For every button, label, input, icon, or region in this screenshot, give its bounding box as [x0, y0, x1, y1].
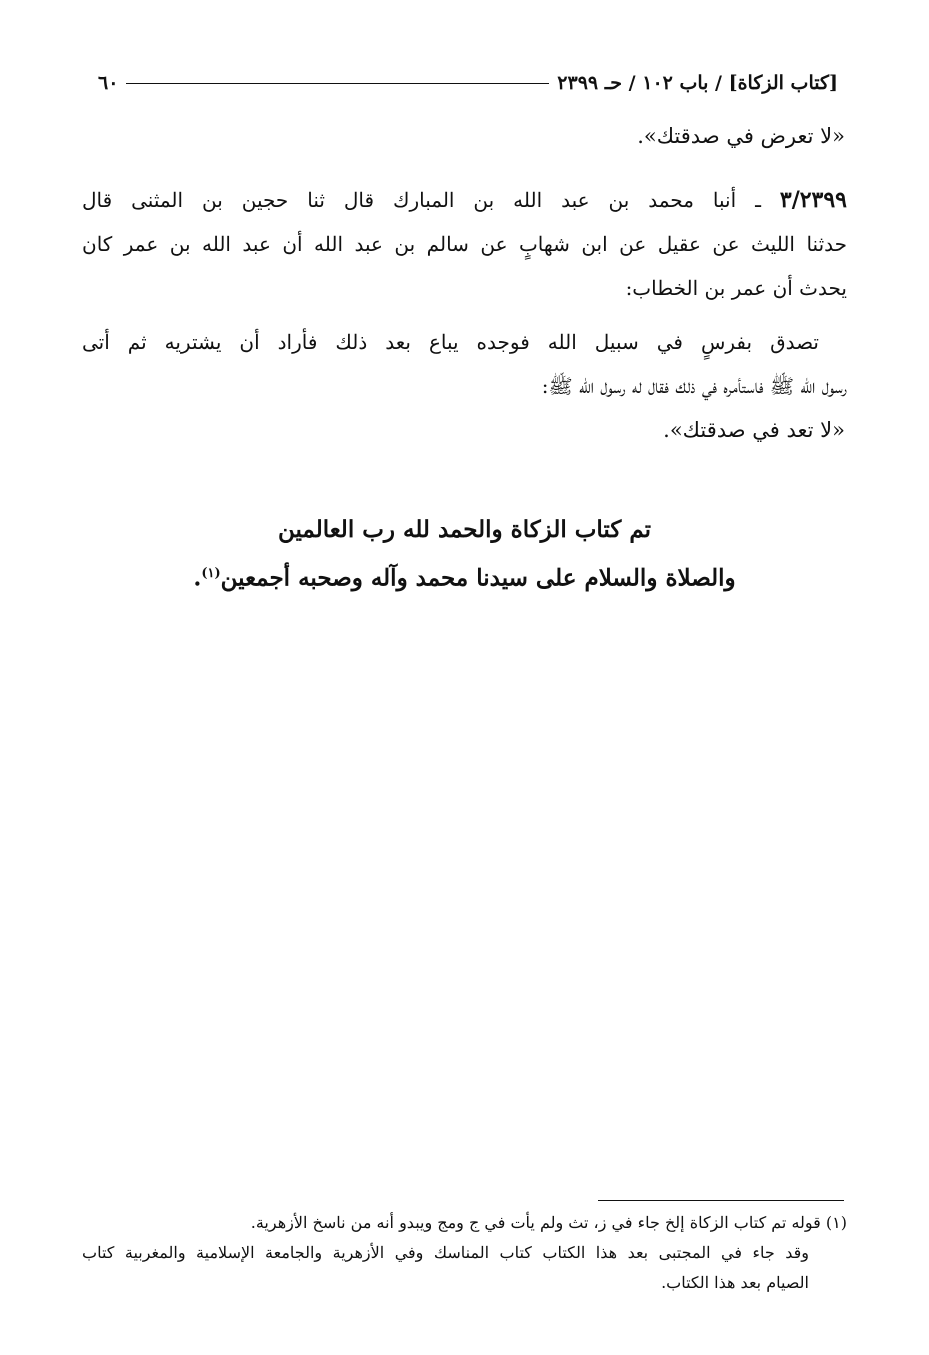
colophon-line-2-end: . — [193, 564, 202, 592]
hadith-line-1 — [82, 178, 847, 222]
quote-1: «لا تعرض في صدقتك». — [637, 124, 845, 148]
hadith-line-3: يحدث أن عمر بن الخطاب: — [625, 276, 847, 300]
footnote-line-1: (١) قوله تم كتاب الزكاة إلخ جاء في ز، تث ولم يأت في ج ومج ويبدو أنه من ناسخ الأزهرية. — [250, 1213, 847, 1232]
running-title: [كتاب الزكاة] / باب ١٠٢ / حـ ٢٣٩٩ — [557, 72, 838, 94]
page-header — [88, 68, 844, 98]
colophon-line-1: تم كتاب الزكاة والحمد لله رب العالمين — [277, 516, 652, 543]
hadith-number: ٣/٢٣٩٩ — [779, 187, 847, 213]
colophon-line-2-wrap — [0, 552, 929, 601]
footnote-line-3: الصيام بعد هذا الكتاب. — [661, 1273, 809, 1292]
footnote-reference: (١) — [201, 566, 221, 581]
page-number: ٦٠ — [98, 72, 119, 94]
hadith-line-2: حدثنا الليث عن عقيل عن ابن شهابٍ عن سالم بن عبد الله أن عبد الله بن عمر كان — [82, 232, 847, 256]
hadith-paragraph — [82, 178, 847, 310]
footnote-separator — [598, 1200, 844, 1201]
footnote-line-2: وقد جاء في المجتبى بعد هذا الكتاب كتاب المناسك وفي الأزهرية والجامعة الإسلامية والمغربية كتاب — [82, 1243, 809, 1262]
hadith-line-1-text: ـ أنبا محمد بن عبد الله بن المبارك قال ثنا حجين بن المثنى قال — [82, 188, 780, 212]
header-rule — [126, 83, 549, 84]
narration-paragraph — [82, 320, 847, 408]
quote-2: «لا تعد في صدقتك». — [663, 418, 845, 442]
narration-line-2: رسول الله ﷺ فاستأمره في ذلك فقال له رسول الله ﷺ: — [541, 374, 847, 398]
colophon-line-2: والصلاة والسلام على سيدنا محمد وآله وصحبه أجمعين — [220, 564, 736, 592]
colophon — [0, 508, 929, 601]
footnotes — [82, 1208, 847, 1298]
narration-line-1: تصدق بفرسٍ في سبيل الله فوجده يباع بعد ذلك فأراد أن يشتريه ثم أتى — [82, 330, 819, 354]
